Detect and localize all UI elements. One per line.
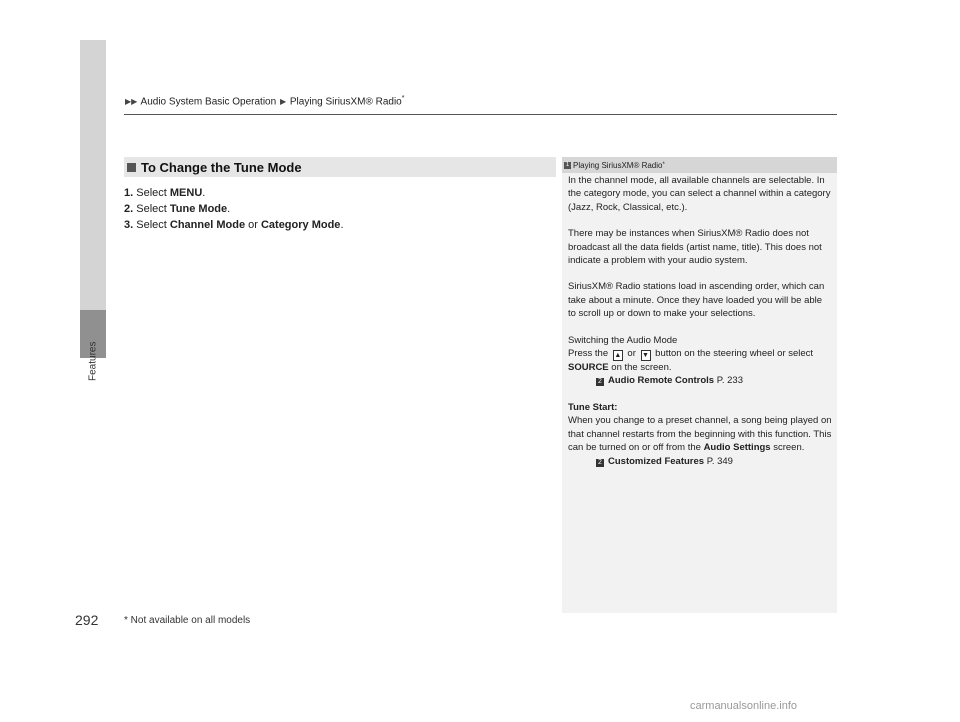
note-text: button on the steering wheel or select [655, 348, 814, 360]
note-keyword: SOURCE [568, 362, 609, 374]
note-text: screen. [773, 442, 805, 454]
note-tune-start [568, 401, 832, 468]
breadcrumb-arrow-icon: ▶▶ [125, 97, 138, 107]
breadcrumb-arrow-icon: ▶ [279, 97, 287, 107]
note-paragraph: There may be instances when SiriusXM® Radio does not broadcast all the data fields (artist name, title). This does not indicate a problem with your audio system. [568, 228, 822, 267]
note-subheading: Switching the Audio Mode [568, 334, 678, 346]
step-item [124, 217, 344, 233]
side-note-title: Playing SiriusXM® Radio [573, 160, 663, 170]
step-text: Select [136, 203, 167, 215]
cross-reference-customized-features[interactable] [568, 456, 733, 467]
step-text: Select [136, 219, 167, 231]
step-text: Select [136, 187, 167, 199]
step-punct: . [340, 219, 344, 231]
note-keyword: Audio Settings [703, 442, 771, 454]
note-text: on the screen. [611, 362, 672, 374]
note-switching [568, 334, 832, 388]
step-text: or [248, 219, 258, 231]
side-note-panel [562, 157, 837, 613]
side-tab-label: Features [87, 342, 99, 382]
step-punct: . [227, 203, 231, 215]
reference-arrow-icon: 2 [596, 378, 604, 386]
section-square-icon [127, 163, 136, 172]
note-paragraph: SiriusXM® Radio stations load in ascending order, which can take about a minute. Once they have loaded you will be able to scroll up or down to make your selections. [568, 281, 825, 320]
step-keyword: Category Mode [260, 219, 341, 231]
note-text: When you change to a preset channel, a song being played on that channel restarts from the beginning with this function. This can be turned on or off from the [568, 415, 832, 454]
watermark: carmanualsonline.info [690, 700, 798, 712]
side-tab-strip [80, 40, 106, 310]
footnote: * Not available on all models [124, 615, 251, 626]
reference-label: Audio Remote Controls [608, 375, 715, 387]
header-divider [124, 114, 837, 115]
note-marker-icon: 1 [565, 161, 570, 168]
section-title: To Change the Tune Mode [141, 159, 302, 175]
step-keyword: MENU [169, 187, 203, 199]
reference-arrow-icon: 2 [596, 459, 604, 467]
step-punct: . [202, 187, 206, 199]
step-number: 1. [124, 187, 134, 199]
reference-label: Customized Features [608, 455, 705, 467]
down-arrow-button-icon: ▼ [642, 352, 649, 360]
breadcrumb [124, 95, 404, 107]
reference-page: P. 233 [716, 375, 743, 387]
step-item [124, 185, 344, 201]
side-note-asterisk: * [662, 162, 665, 168]
cross-reference-audio-remote[interactable] [568, 375, 743, 386]
steps-list [124, 185, 344, 233]
step-keyword: Channel Mode [169, 219, 246, 231]
breadcrumb-asterisk: * [401, 95, 405, 102]
step-item [124, 201, 344, 217]
step-number: 2. [124, 203, 134, 215]
side-note-header [562, 157, 837, 173]
reference-page: P. 349 [706, 455, 733, 467]
note-subheading: Tune Start: [568, 401, 618, 413]
breadcrumb-part-2[interactable]: Playing SiriusXM® Radio [289, 96, 402, 108]
step-keyword: Tune Mode [169, 203, 228, 215]
note-text: Press the [568, 348, 609, 360]
up-arrow-button-icon: ▲ [614, 352, 622, 360]
note-text: or [627, 348, 636, 360]
note-paragraph: In the channel mode, all available channels are selectable. In the category mode, you can select a channel within a category (Jazz, Rock, Classical, etc.). [568, 175, 831, 213]
breadcrumb-part-1[interactable]: Audio System Basic Operation [140, 96, 277, 108]
page-number: 292 [75, 612, 99, 628]
step-number: 3. [124, 219, 134, 231]
section-header [124, 157, 556, 177]
side-note-body [568, 174, 832, 481]
